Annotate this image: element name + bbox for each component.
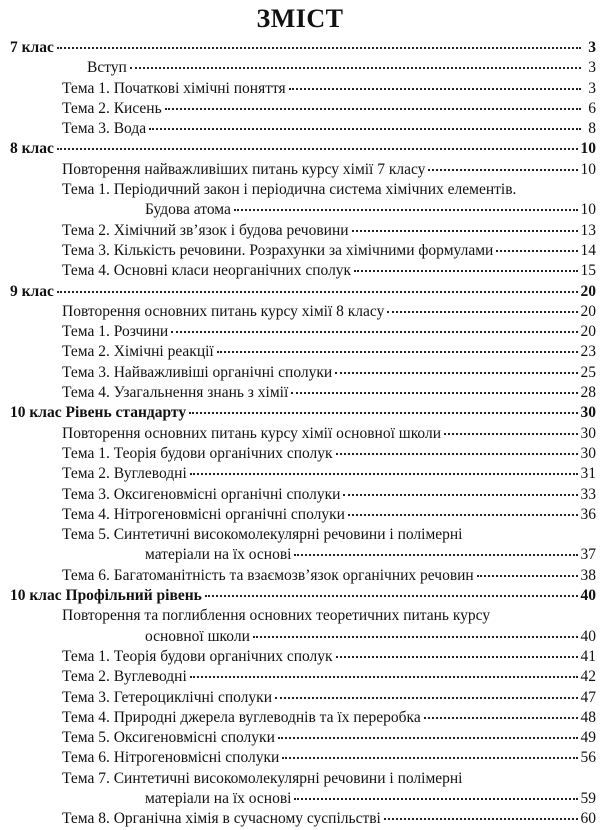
toc-entry-row[interactable] xyxy=(10,383,596,403)
entry-title: Тема 2. Хімічний зв’язок і будова речовини xyxy=(62,221,349,239)
entry-continuation: матеріали на їх основі xyxy=(145,789,292,807)
entry-page-number: 10 xyxy=(580,160,596,178)
dot-leader xyxy=(336,656,578,658)
entry-page-number: 56 xyxy=(580,749,596,767)
toc-entry-row[interactable] xyxy=(10,58,596,78)
entry-title: Тема 4. Нітрогеновмісні органічні сполуки xyxy=(62,505,345,523)
dot-leader xyxy=(424,717,578,719)
toc-entry-row[interactable] xyxy=(10,728,596,748)
entry-title: Тема 6. Багатоманітність та взаємозв’язок органічних речовин xyxy=(62,566,474,584)
toc-entry-row[interactable] xyxy=(10,79,596,99)
toc-section-row[interactable] xyxy=(10,139,596,159)
toc-entry-row[interactable] xyxy=(10,809,596,829)
entry-title: Тема 3. Кількість речовини. Розрахунки за хімічними формулами xyxy=(62,241,494,259)
toc-entry-row[interactable] xyxy=(10,748,596,768)
entry-page-number: 3 xyxy=(588,79,596,97)
entry-page-number: 33 xyxy=(580,485,596,503)
toc-entry-row[interactable] xyxy=(10,261,596,281)
toc-entry-first-line[interactable]: Повторення та поглиблення основних теоретичних питань курсу xyxy=(62,607,491,625)
toc-section-row[interactable] xyxy=(10,403,596,423)
toc-entry-first-line[interactable]: Тема 1. Періодичний закон і періодична система хімічних елементів. xyxy=(62,181,517,199)
dot-leader xyxy=(149,128,581,130)
entry-title: Тема 5. Оксигеновмісні сполуки xyxy=(62,729,275,747)
entry-title: Тема 4. Природні джерела вуглеводнів та їх переробка xyxy=(62,708,421,726)
section-page-number: 30 xyxy=(580,404,596,422)
section-heading: 9 клас xyxy=(10,282,54,300)
entry-title: Повторення найважливіших питань курсу хімії 7 класу xyxy=(62,160,426,178)
dot-leader xyxy=(428,169,577,171)
entry-title: Тема 2. Вуглеводні xyxy=(62,668,187,686)
dot-leader xyxy=(217,351,578,353)
section-page-number: 20 xyxy=(580,282,596,300)
entry-page-number: 36 xyxy=(580,505,596,523)
entry-page-number: 10 xyxy=(580,201,596,219)
dot-leader xyxy=(165,108,581,110)
entry-title: Тема 2. Вуглеводні xyxy=(62,465,187,483)
entry-title: Тема 3. Гетероциклічні сполуки xyxy=(62,688,272,706)
toc-entry-row[interactable] xyxy=(10,302,596,322)
dot-leader xyxy=(294,554,577,556)
dot-leader xyxy=(335,372,577,374)
toc-entry-row[interactable] xyxy=(10,627,596,647)
dot-leader xyxy=(275,697,578,699)
dot-leader xyxy=(234,209,578,211)
entry-page-number: 37 xyxy=(580,546,596,564)
toc-entry-row[interactable] xyxy=(10,667,596,687)
toc-entry-row[interactable] xyxy=(10,708,596,728)
entry-page-number: 23 xyxy=(580,343,596,361)
entry-page-number: 42 xyxy=(580,668,596,686)
section-page-number: 10 xyxy=(580,140,596,158)
dot-leader xyxy=(352,230,578,232)
section-heading: 10 клас Рівень стандарту xyxy=(10,404,187,422)
entry-page-number: 59 xyxy=(580,789,596,807)
dot-leader xyxy=(190,676,578,678)
entry-continuation: Будова атома xyxy=(145,201,231,219)
dot-leader xyxy=(336,453,578,455)
entry-title: Тема 2. Кисень xyxy=(62,99,162,117)
dot-leader xyxy=(57,148,578,150)
entry-title: Вступ xyxy=(87,59,127,77)
dot-leader xyxy=(189,412,577,414)
table-of-contents xyxy=(10,38,596,830)
toc-section-row[interactable] xyxy=(10,586,596,606)
dot-leader xyxy=(477,575,578,577)
entry-page-number: 30 xyxy=(580,444,596,462)
toc-entry-row[interactable] xyxy=(10,464,596,484)
toc-entry-row[interactable] xyxy=(10,566,596,586)
toc-entry-row[interactable] xyxy=(10,505,596,525)
toc-entry-row[interactable] xyxy=(10,342,596,362)
dot-leader xyxy=(354,270,577,272)
toc-entry-row[interactable] xyxy=(10,200,596,220)
section-heading: 8 клас xyxy=(10,140,54,158)
section-page-number: 3 xyxy=(588,39,596,56)
entry-page-number: 48 xyxy=(580,708,596,726)
toc-entry-row[interactable] xyxy=(10,221,596,241)
entry-title: Тема 3. Найважливіші органічні сполуки xyxy=(62,363,333,381)
entry-title: Повторення основних питань курсу хімії 8 класу xyxy=(62,302,385,320)
toc-entry-row[interactable] xyxy=(10,647,596,667)
toc-entry-row[interactable] xyxy=(10,99,596,119)
dot-leader xyxy=(387,311,577,313)
dot-leader xyxy=(130,67,581,69)
entry-page-number: 41 xyxy=(580,647,596,665)
toc-entry-row[interactable] xyxy=(10,688,596,708)
dot-leader xyxy=(289,88,581,90)
entry-page-number: 49 xyxy=(580,729,596,747)
entry-title: Тема 2. Хімічні реакції xyxy=(62,343,214,361)
toc-entry-first-line[interactable]: Тема 7. Синтетичні високомолекулярні речовини і полімерні xyxy=(62,769,463,787)
entry-page-number: 40 xyxy=(580,627,596,645)
entry-title: Тема 1. Початкові хімічні поняття xyxy=(62,79,286,97)
section-page-number: 40 xyxy=(580,587,596,605)
toc-entry-row[interactable] xyxy=(10,789,596,809)
entry-title: Тема 4. Основні класи неорганічних сполук xyxy=(62,262,352,280)
toc-section-row[interactable] xyxy=(10,282,596,302)
entry-page-number: 6 xyxy=(588,99,596,117)
entry-page-number: 60 xyxy=(580,810,596,828)
dot-leader xyxy=(444,433,577,435)
entry-title: Тема 3. Оксигеновмісні органічні сполуки xyxy=(62,485,341,503)
dot-leader xyxy=(282,757,577,759)
entry-title: Тема 6. Нітрогеновмісні сполуки xyxy=(62,749,280,767)
entry-title: Тема 8. Органічна хімія в сучасному суспільстві xyxy=(62,810,381,828)
entry-title: Тема 1. Теорія будови органічних сполук xyxy=(62,444,333,462)
toc-entry-row[interactable] xyxy=(10,485,596,505)
dot-leader xyxy=(294,798,577,800)
dot-leader xyxy=(205,595,578,597)
dot-leader xyxy=(57,47,581,49)
toc-entry-row[interactable] xyxy=(10,119,596,139)
entry-page-number: 38 xyxy=(580,566,596,584)
page-title: ЗМІСТ xyxy=(256,4,344,33)
entry-page-number: 8 xyxy=(588,120,596,138)
dot-leader xyxy=(291,392,577,394)
entry-page-number: 25 xyxy=(580,363,596,381)
toc-entry-row[interactable] xyxy=(10,241,596,261)
dot-leader xyxy=(57,291,578,293)
entry-page-number: 20 xyxy=(580,323,596,341)
entry-page-number: 28 xyxy=(580,384,596,402)
entry-continuation: матеріали на їх основі xyxy=(145,546,292,564)
entry-page-number: 20 xyxy=(580,302,596,320)
entry-page-number: 3 xyxy=(588,59,596,77)
entry-page-number: 31 xyxy=(580,465,596,483)
dot-leader xyxy=(343,494,577,496)
toc-entry-first-line[interactable]: Тема 5. Синтетичні високомолекулярні речовини і полімерні xyxy=(62,526,463,544)
entry-page-number: 30 xyxy=(580,424,596,442)
entry-page-number: 14 xyxy=(580,241,596,259)
toc-entry-row[interactable] xyxy=(10,444,596,464)
entry-page-number: 47 xyxy=(580,688,596,706)
dot-leader xyxy=(384,818,578,820)
entry-page-number: 15 xyxy=(580,262,596,280)
section-heading: 7 клас xyxy=(10,39,54,56)
section-heading: 10 клас Профільний рівень xyxy=(10,587,202,605)
dot-leader xyxy=(496,250,577,252)
entry-title: Повторення основних питань курсу хімії основної школи xyxy=(62,424,442,442)
toc-entry-row[interactable] xyxy=(10,545,596,565)
dot-leader xyxy=(190,473,578,475)
entry-page-number: 13 xyxy=(580,221,596,239)
dot-leader xyxy=(253,636,578,638)
dot-leader xyxy=(171,331,577,333)
entry-title: Тема 4. Узагальнення знань з хімії xyxy=(62,384,289,402)
entry-title: Тема 1. Розчини xyxy=(62,323,169,341)
entry-continuation: основної школи xyxy=(145,627,250,645)
toc-section-row[interactable] xyxy=(10,38,596,58)
entry-title: Тема 3. Вода xyxy=(62,120,147,138)
toc-entry-row[interactable] xyxy=(10,363,596,383)
toc-entry-row[interactable] xyxy=(10,160,596,180)
entry-title: Тема 1. Теорія будови органічних сполук xyxy=(62,647,333,665)
toc-entry-row[interactable] xyxy=(10,322,596,342)
dot-leader xyxy=(278,737,578,739)
toc-entry-row[interactable] xyxy=(10,424,596,444)
dot-leader xyxy=(348,514,578,516)
